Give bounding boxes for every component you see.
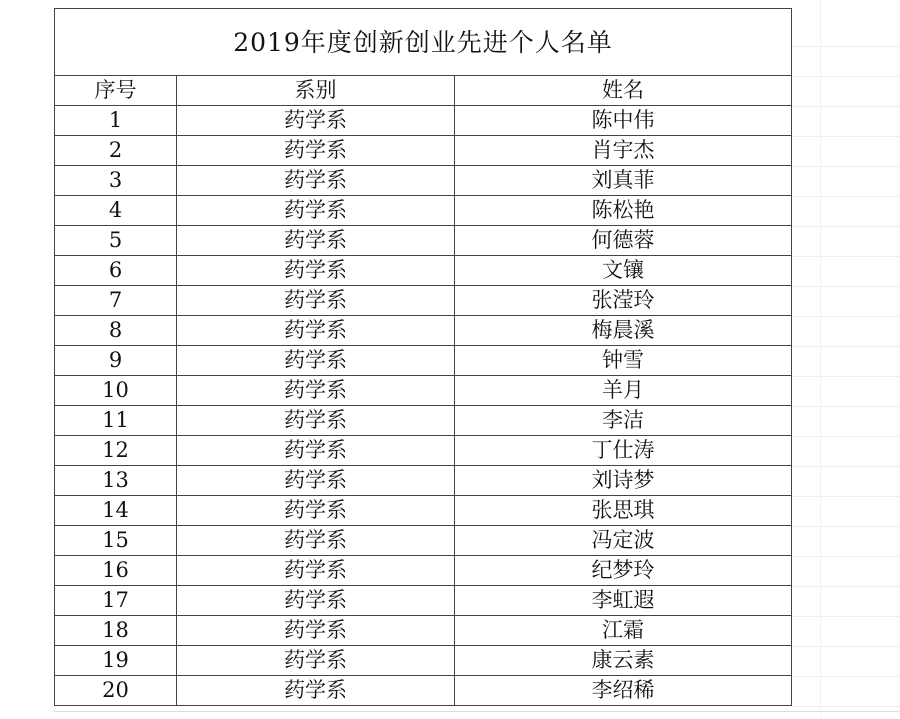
cell-serial-number[interactable]: 16 [55,556,177,586]
cell-serial-number[interactable]: 7 [55,286,177,316]
cell-name[interactable]: 丁仕涛 [455,436,792,466]
table-row [55,286,792,316]
cell-department[interactable]: 药学系 [177,376,455,406]
cell-name[interactable]: 钟雪 [455,346,792,376]
header-department[interactable]: 系别 [177,76,455,106]
table-row [55,466,792,496]
cell-serial-number[interactable]: 19 [55,646,177,676]
cell-department[interactable]: 药学系 [177,556,455,586]
cell-name[interactable]: 李洁 [455,406,792,436]
cell-serial-number[interactable]: 5 [55,226,177,256]
spreadsheet-gridlines [791,0,900,719]
table-row [55,556,792,586]
cell-department[interactable]: 药学系 [177,316,455,346]
spreadsheet-column-line [820,0,821,719]
cell-name[interactable]: 纪梦玲 [455,556,792,586]
cell-name[interactable]: 冯定波 [455,526,792,556]
table-row [55,376,792,406]
honor-roll-table [54,8,792,706]
table-row [55,226,792,256]
header-name[interactable]: 姓名 [455,76,792,106]
table-row [55,346,792,376]
cell-department[interactable]: 药学系 [177,226,455,256]
cell-department[interactable]: 药学系 [177,286,455,316]
cell-department[interactable]: 药学系 [177,346,455,376]
cell-name[interactable]: 何德蓉 [455,226,792,256]
table-row [55,256,792,286]
table-row [55,436,792,466]
cell-name[interactable]: 刘诗梦 [455,466,792,496]
cell-name[interactable]: 李虹遐 [455,586,792,616]
title-row [55,9,792,76]
cell-serial-number[interactable]: 15 [55,526,177,556]
cell-serial-number[interactable]: 11 [55,406,177,436]
table-row [55,406,792,436]
cell-name[interactable]: 陈松艳 [455,196,792,226]
table-row [55,166,792,196]
cell-department[interactable]: 药学系 [177,436,455,466]
cell-name[interactable]: 梅晨溪 [455,316,792,346]
table-row [55,496,792,526]
cell-serial-number[interactable]: 17 [55,586,177,616]
cell-name[interactable]: 陈中伟 [455,106,792,136]
cell-name[interactable]: 羊月 [455,376,792,406]
cell-serial-number[interactable]: 9 [55,346,177,376]
cell-serial-number[interactable]: 14 [55,496,177,526]
cell-serial-number[interactable]: 6 [55,256,177,286]
cell-department[interactable]: 药学系 [177,526,455,556]
sheet-bottom-gridline [54,711,900,712]
table-row [55,586,792,616]
cell-department[interactable]: 药学系 [177,496,455,526]
cell-department[interactable]: 药学系 [177,136,455,166]
table-row [55,136,792,166]
table-row [55,196,792,226]
cell-department[interactable]: 药学系 [177,196,455,226]
cell-serial-number[interactable]: 3 [55,166,177,196]
table-row [55,616,792,646]
cell-serial-number[interactable]: 12 [55,436,177,466]
cell-name[interactable]: 刘真菲 [455,166,792,196]
table-row [55,676,792,706]
cell-name[interactable]: 张思琪 [455,496,792,526]
cell-department[interactable]: 药学系 [177,106,455,136]
table-row [55,316,792,346]
header-row [55,76,792,106]
cell-department[interactable]: 药学系 [177,166,455,196]
cell-serial-number[interactable]: 18 [55,616,177,646]
cell-serial-number[interactable]: 4 [55,196,177,226]
cell-serial-number[interactable]: 10 [55,376,177,406]
cell-name[interactable]: 肖宇杰 [455,136,792,166]
table-row [55,526,792,556]
header-serial-number[interactable]: 序号 [55,76,177,106]
cell-serial-number[interactable]: 1 [55,106,177,136]
cell-department[interactable]: 药学系 [177,586,455,616]
cell-name[interactable]: 李绍稀 [455,676,792,706]
cell-name[interactable]: 康云素 [455,646,792,676]
cell-name[interactable]: 文镶 [455,256,792,286]
cell-name[interactable]: 张滢玲 [455,286,792,316]
cell-department[interactable]: 药学系 [177,406,455,436]
table-row [55,646,792,676]
cell-department[interactable]: 药学系 [177,646,455,676]
table-row [55,106,792,136]
cell-serial-number[interactable]: 2 [55,136,177,166]
table-title[interactable]: 2019年度创新创业先进个人名单 [55,9,792,76]
cell-department[interactable]: 药学系 [177,466,455,496]
cell-serial-number[interactable]: 13 [55,466,177,496]
cell-department[interactable]: 药学系 [177,616,455,646]
cell-department[interactable]: 药学系 [177,676,455,706]
cell-name[interactable]: 江霜 [455,616,792,646]
cell-serial-number[interactable]: 20 [55,676,177,706]
cell-serial-number[interactable]: 8 [55,316,177,346]
cell-department[interactable]: 药学系 [177,256,455,286]
